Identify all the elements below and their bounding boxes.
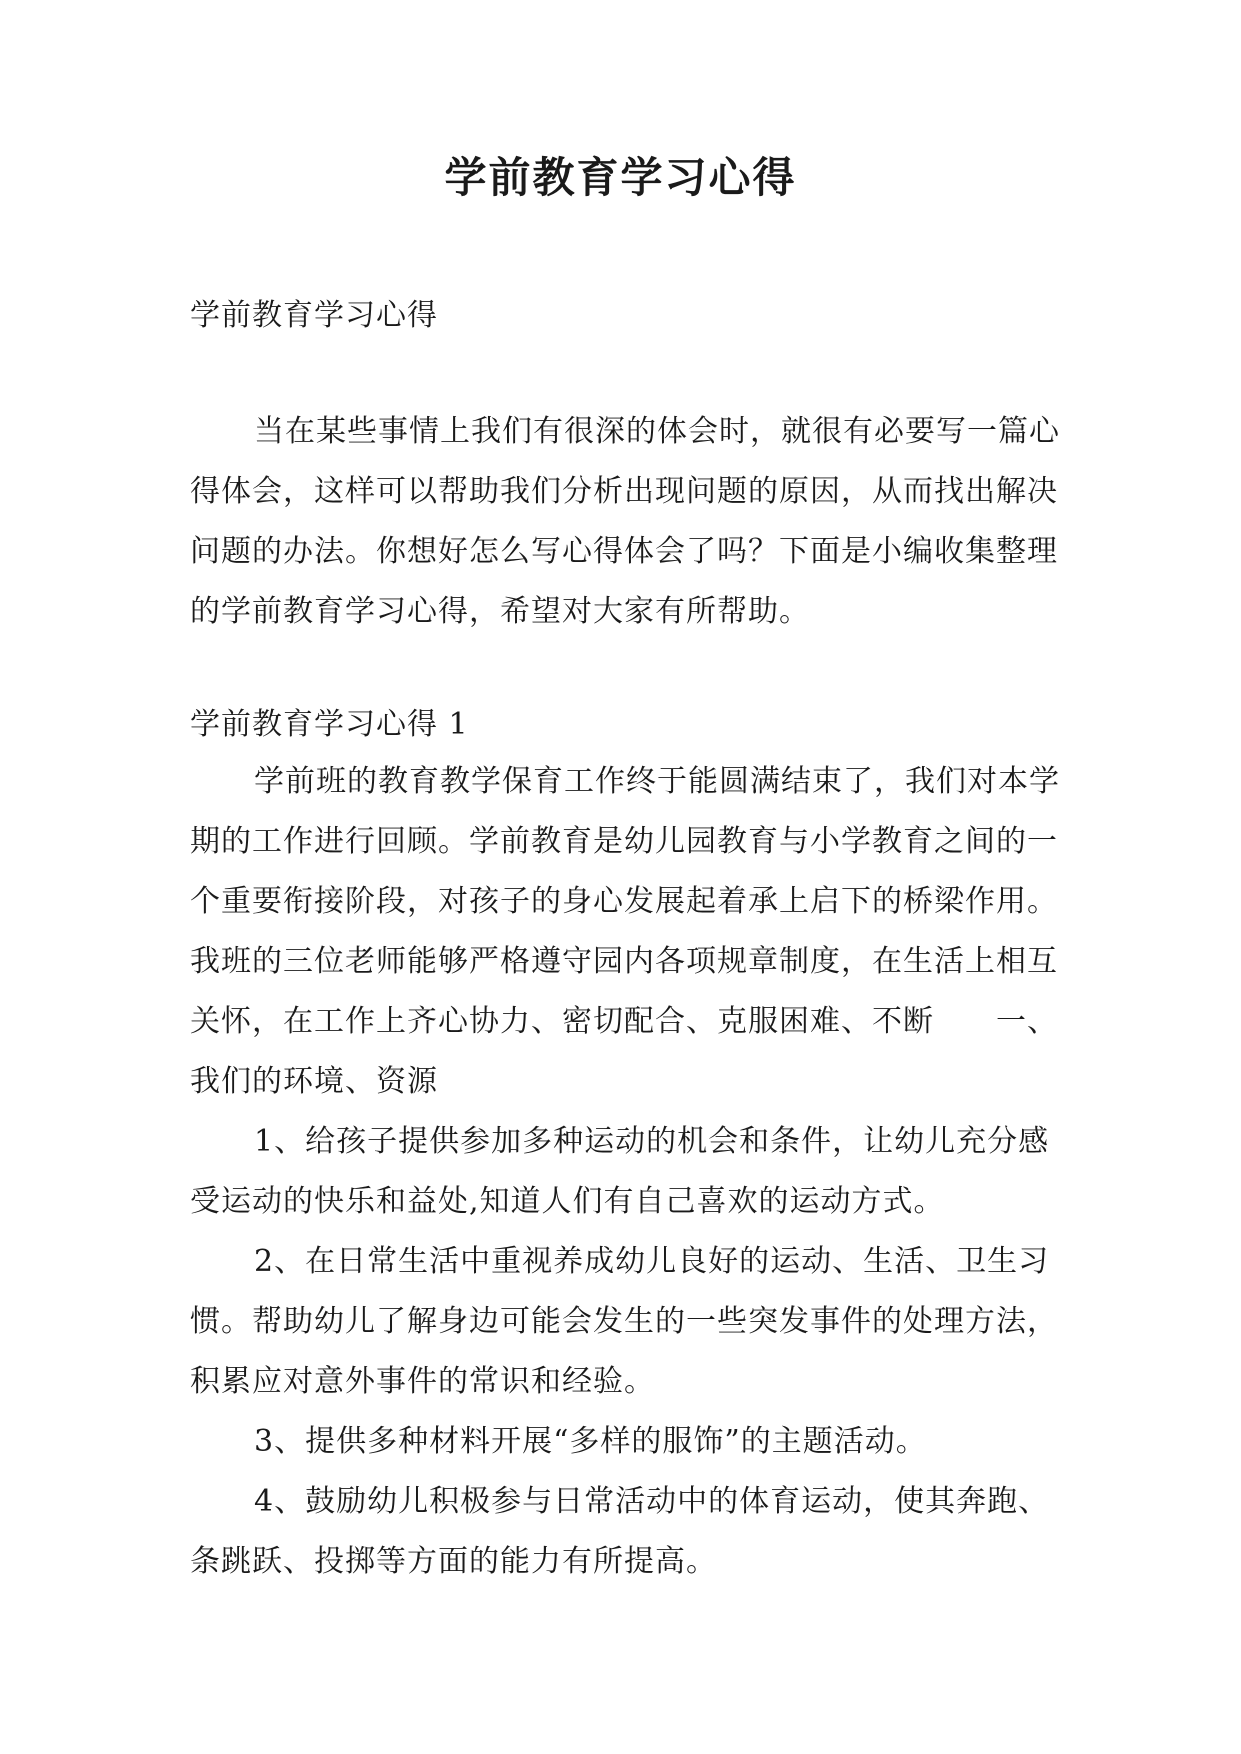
section-heading: 学前教育学习心得 1 [190, 707, 469, 742]
body-paragraph: 2、在日常生活中重视养成幼儿良好的运动、生活、卫生习惯。帮助幼儿了解身边可能会发生的一些突发事件的处理方法，积累应对意外事件的常识和经验。 [190, 1244, 1058, 1399]
document-subtitle: 学前教育学习心得 [190, 298, 438, 333]
intro-paragraph: 当在某些事情上我们有很深的体会时，就很有必要写一篇心得体会，这样可以帮助我们分析出现问题的原因，从而找出解决问题的办法。你想好怎么写心得体会了吗？下面是小编收集整理的学前教育学习心得，希望对大家有所帮助。 [190, 414, 1060, 629]
body-paragraph: 学前班的教育教学保育工作终于能圆满结束了，我们对本学期的工作进行回顾。学前教育是幼儿园教育与小学教育之间的一个重要衔接阶段，对孩子的身心发展起着承上启下的桥梁作用。我班的三位老师能够严格遵守园内各项规章制度，在生活上相互关怀，在工作上齐心协力、密切配合、克服困难、不断 一、我们的环境、资源 [190, 764, 1060, 1099]
body-paragraph: 3、提供多种材料开展“多样的服饰”的主题活动。 [254, 1424, 927, 1459]
body-paragraph: 4、鼓励幼儿积极参与日常活动中的体育运动，使其奔跑、条跳跃、投掷等方面的能力有所提高。 [190, 1484, 1050, 1579]
section-body [190, 752, 1060, 1592]
body-paragraph: 1、给孩子提供参加多种运动的机会和条件，让幼儿充分感受运动的快乐和益处,知道人们有自己喜欢的运动方式。 [190, 1124, 1050, 1219]
document-title: 学前教育学习心得 [444, 153, 797, 202]
